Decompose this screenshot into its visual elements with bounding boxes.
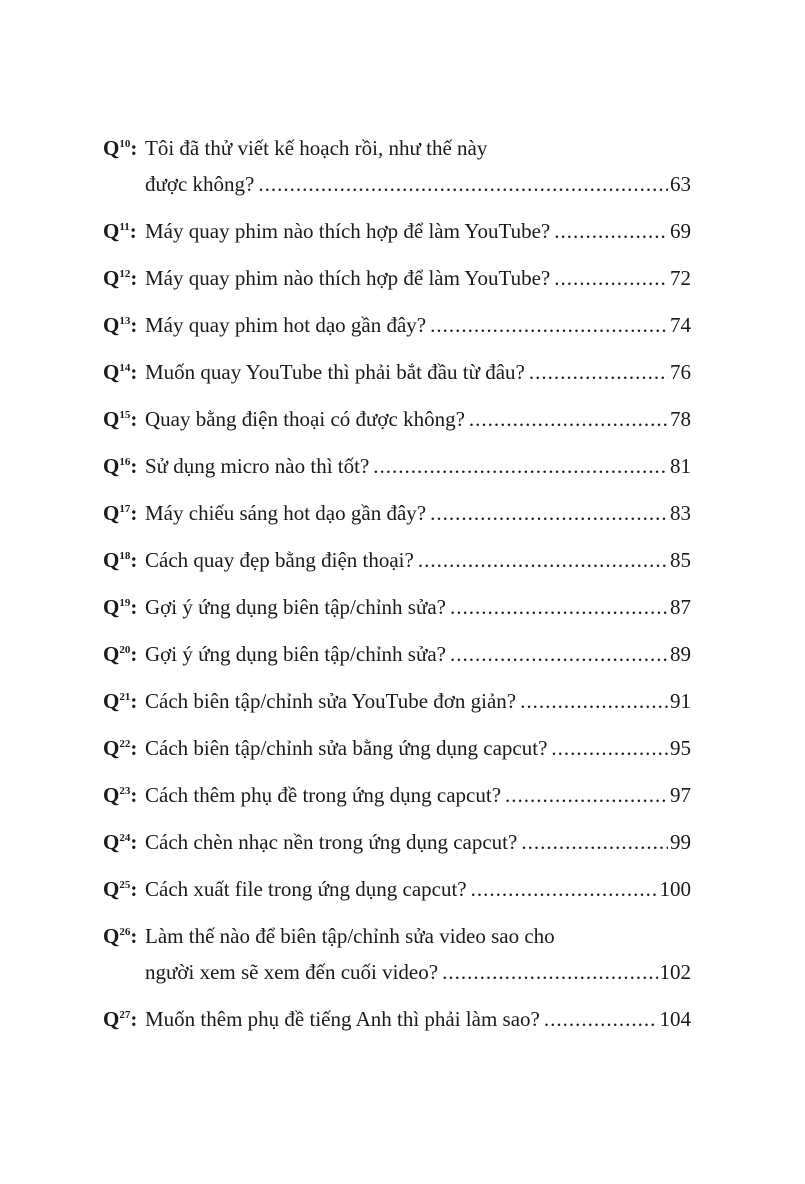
page-number: 81 bbox=[670, 454, 691, 478]
entry-title: Cách biên tập/chỉnh sửa bằng ứng dụng capcut? bbox=[145, 736, 548, 760]
question-letter: Q bbox=[103, 689, 120, 713]
dot-leader bbox=[529, 354, 668, 390]
entry-title: Làm thế nào để biên tập/chỉnh sửa video sao cho bbox=[145, 924, 555, 948]
entry-title: Cách xuất file trong ứng dụng capcut? bbox=[145, 877, 467, 901]
question-label: $Q^{19}$: bbox=[103, 595, 138, 619]
page-number: 91 bbox=[670, 689, 691, 713]
question-number: 26 bbox=[119, 926, 131, 938]
question-number: 16 bbox=[119, 456, 131, 468]
dot-leader bbox=[258, 166, 668, 202]
entry-title: Sử dụng micro nào thì tốt? bbox=[145, 454, 370, 478]
toc-entry bbox=[103, 824, 691, 860]
dot-leader bbox=[450, 589, 668, 625]
dot-leader bbox=[450, 636, 668, 672]
question-number: 11 bbox=[119, 221, 130, 233]
question-label: $Q^{23}$: bbox=[103, 783, 138, 807]
page-number: 63 bbox=[670, 172, 691, 196]
toc-entry bbox=[103, 777, 691, 813]
toc-entry bbox=[103, 495, 691, 531]
entry-title: Máy quay phim nào thích hợp để làm YouTube? bbox=[145, 266, 551, 290]
question-letter: Q bbox=[103, 219, 120, 243]
question-letter: Q bbox=[103, 595, 120, 619]
dot-leader bbox=[373, 448, 668, 484]
page-number: 100 bbox=[659, 877, 691, 901]
question-number: 17 bbox=[119, 503, 131, 515]
question-letter: Q bbox=[103, 877, 120, 901]
entry-title: được không? bbox=[145, 172, 255, 196]
question-label: $Q^{27}$: bbox=[103, 1007, 138, 1031]
entry-title: Tôi đã thử viết kế hoạch rồi, như thế này bbox=[145, 136, 488, 160]
question-label: $Q^{13}$: bbox=[103, 313, 138, 337]
page-number: 74 bbox=[670, 313, 691, 337]
question-letter: Q bbox=[103, 266, 120, 290]
page-number: 83 bbox=[670, 501, 691, 525]
toc-entry bbox=[103, 213, 691, 249]
toc-entry bbox=[103, 730, 691, 766]
question-label: $Q^{16}$: bbox=[103, 454, 138, 478]
toc-entry bbox=[103, 260, 691, 296]
question-number: 22 bbox=[119, 738, 131, 750]
page-number: 85 bbox=[670, 548, 691, 572]
entry-title: Gợi ý ứng dụng biên tập/chỉnh sửa? bbox=[145, 642, 446, 666]
page-number: 89 bbox=[670, 642, 691, 666]
question-label: $Q^{20}$: bbox=[103, 642, 138, 666]
page-number: 69 bbox=[670, 219, 691, 243]
question-number: 20 bbox=[119, 644, 131, 656]
question-letter: Q bbox=[103, 136, 120, 160]
question-number: 10 bbox=[119, 138, 131, 150]
entry-title: Gợi ý ứng dụng biên tập/chỉnh sửa? bbox=[145, 595, 446, 619]
toc-entry bbox=[103, 589, 691, 625]
dot-leader bbox=[471, 871, 658, 907]
question-number: 12 bbox=[119, 268, 131, 280]
page-number: 76 bbox=[670, 360, 691, 384]
question-number: 15 bbox=[119, 409, 131, 421]
entry-title: Máy quay phim nào thích hợp để làm YouTube? bbox=[145, 219, 551, 243]
dot-leader bbox=[521, 824, 668, 860]
question-letter: Q bbox=[103, 454, 120, 478]
entry-title: Cách chèn nhạc nền trong ứng dụng capcut? bbox=[145, 830, 518, 854]
question-number: 14 bbox=[119, 362, 131, 374]
question-label: $Q^{26}$: bbox=[103, 924, 138, 948]
toc-entry bbox=[103, 307, 691, 343]
dot-leader bbox=[418, 542, 668, 578]
question-letter: Q bbox=[103, 501, 120, 525]
entry-title: Máy chiếu sáng hot dạo gần đây? bbox=[145, 501, 427, 525]
dot-leader bbox=[430, 495, 668, 531]
page-number: 102 bbox=[659, 960, 691, 984]
entry-title: Muốn thêm phụ đề tiếng Anh thì phải làm sao? bbox=[145, 1007, 540, 1031]
question-number: 23 bbox=[119, 785, 131, 797]
toc-entry bbox=[103, 354, 691, 390]
question-label: $Q^{12}$: bbox=[103, 266, 138, 290]
entry-title: Quay bằng điện thoại có được không? bbox=[145, 407, 465, 431]
toc-entry bbox=[103, 542, 691, 578]
dot-leader bbox=[551, 730, 668, 766]
page-number: 99 bbox=[670, 830, 691, 854]
page-number: 72 bbox=[670, 266, 691, 290]
question-letter: Q bbox=[103, 642, 120, 666]
entry-title: Cách thêm phụ đề trong ứng dụng capcut? bbox=[145, 783, 502, 807]
toc-entry bbox=[103, 683, 691, 719]
toc-entry bbox=[103, 401, 691, 437]
question-label: $Q^{24}$: bbox=[103, 830, 138, 854]
entry-title: Máy quay phim hot dạo gần đây? bbox=[145, 313, 427, 337]
toc-entry bbox=[103, 918, 691, 990]
toc-entry bbox=[103, 1001, 691, 1037]
question-number: 18 bbox=[119, 550, 131, 562]
toc-entry bbox=[103, 636, 691, 672]
question-label: $Q^{11}$: bbox=[103, 219, 137, 243]
page-number: 78 bbox=[670, 407, 691, 431]
question-label: $Q^{25}$: bbox=[103, 877, 138, 901]
page-number: 87 bbox=[670, 595, 691, 619]
dot-leader bbox=[430, 307, 668, 343]
question-label: $Q^{18}$: bbox=[103, 548, 138, 572]
question-number: 21 bbox=[119, 691, 131, 703]
question-letter: Q bbox=[103, 407, 120, 431]
dot-leader bbox=[469, 401, 668, 437]
question-letter: Q bbox=[103, 1007, 120, 1031]
dot-leader bbox=[520, 683, 668, 719]
dot-leader bbox=[505, 777, 668, 813]
question-label: $Q^{10}$: bbox=[103, 136, 138, 160]
entry-title: Cách biên tập/chỉnh sửa YouTube đơn giản? bbox=[145, 689, 517, 713]
question-number: 13 bbox=[119, 315, 131, 327]
question-letter: Q bbox=[103, 924, 120, 948]
dot-leader bbox=[554, 213, 668, 249]
question-letter: Q bbox=[103, 548, 120, 572]
toc-entry bbox=[103, 871, 691, 907]
question-label: $Q^{21}$: bbox=[103, 689, 138, 713]
question-letter: Q bbox=[103, 313, 120, 337]
question-letter: Q bbox=[103, 830, 120, 854]
question-letter: Q bbox=[103, 360, 120, 384]
entry-title: Cách quay đẹp bằng điện thoại? bbox=[145, 548, 414, 572]
entry-title: Muốn quay YouTube thì phải bắt đầu từ đâu? bbox=[145, 360, 525, 384]
question-label: $Q^{22}$: bbox=[103, 736, 138, 760]
question-letter: Q bbox=[103, 783, 120, 807]
dot-leader bbox=[544, 1001, 658, 1037]
question-number: 24 bbox=[119, 832, 131, 844]
question-label: $Q^{15}$: bbox=[103, 407, 138, 431]
question-label: $Q^{14}$: bbox=[103, 360, 138, 384]
question-number: 19 bbox=[119, 597, 131, 609]
page-number: 95 bbox=[670, 736, 691, 760]
table-of-contents bbox=[103, 130, 691, 1048]
page-number: 97 bbox=[670, 783, 691, 807]
dot-leader bbox=[442, 954, 657, 990]
question-number: 25 bbox=[119, 879, 131, 891]
question-label: $Q^{17}$: bbox=[103, 501, 138, 525]
question-letter: Q bbox=[103, 736, 120, 760]
dot-leader bbox=[554, 260, 668, 296]
page-number: 104 bbox=[659, 1007, 691, 1031]
toc-entry bbox=[103, 130, 691, 202]
question-number: 27 bbox=[119, 1009, 131, 1021]
toc-entry bbox=[103, 448, 691, 484]
entry-title: người xem sẽ xem đến cuối video? bbox=[145, 960, 439, 984]
